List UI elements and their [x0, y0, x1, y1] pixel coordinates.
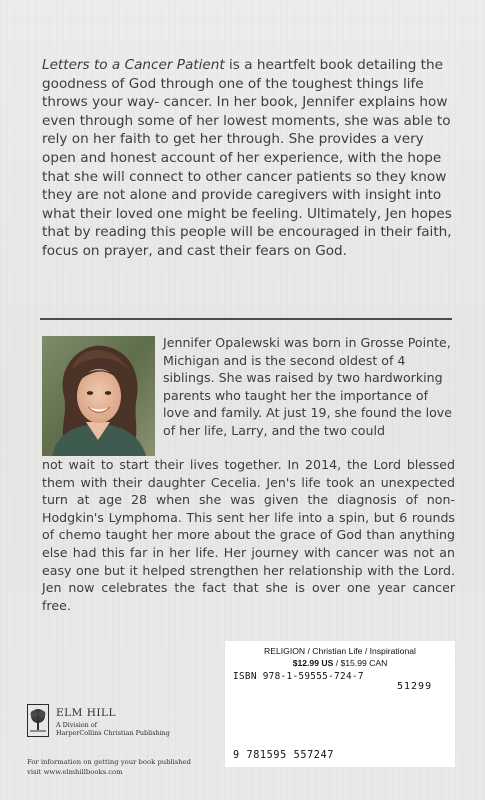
elm-hill-tree-logo — [27, 704, 49, 737]
isbn-barcode — [231, 682, 389, 748]
barcode-digits: 9 781595 557247 — [233, 750, 335, 761]
author-bio-intro: Jennifer Opalewski was born in Grosse Pointe, Michigan and is the second oldest of 4 siblings. She was raised by two hardworking parents who taught her the importance of love and family. At just 19, she found the love of her life, Larry, and the two could — [163, 335, 453, 438]
barcode-panel — [225, 641, 455, 767]
description-text: is a heartfelt book detailing the goodness of God through one of the toughest things life throws your way- cancer. In her book, Jennifer explains how even through some of her lowest moments, she was able to rely on her faith to get her through. She provides a very open and honest account of her experience, with the hope that she will connect to other cancer patients so they know they are not alone and provide caregivers with insight into what their loved one might be feeling. Ultimately, Jen hopes that by reading this people will be encouraged in their faith, focus on prayer, and cast their fears on God. — [42, 57, 452, 259]
isbn-text: ISBN 978-1-59555-724-7 — [233, 671, 364, 682]
publisher-division: A Division of — [56, 721, 97, 729]
bisac-category: RELIGION / Christian Life / Inspirational — [264, 646, 416, 656]
publishing-info-line: For information on getting your book published — [27, 758, 192, 766]
author-portrait-image — [42, 336, 155, 456]
price-us: $12.99 US — [292, 658, 334, 668]
price-addon-barcode — [393, 694, 447, 750]
author-photo — [42, 336, 155, 456]
book-description — [42, 56, 452, 261]
publisher-name: ELM HILL — [56, 707, 116, 719]
book-title: Letters to a Cancer Patient — [42, 57, 225, 73]
price-can: / $15.99 CAN — [333, 658, 388, 668]
publisher-parent: HarperCollins Christian Publishing — [56, 729, 170, 737]
section-divider — [40, 318, 452, 320]
price-line — [225, 658, 455, 668]
price-code: 51299 — [397, 681, 433, 692]
publishing-website: visit www.elmhillbooks.com — [27, 768, 123, 776]
author-bio-continued: not wait to start their lives together. In 2014, the Lord blessed them with their daughter Cecelia. Jen's life took an unexpected turn at age 28 when she was given the diagnosis of non-Hodgkin's Lymphoma. This sent her life into a spin, but 6 rounds of chemo taught her more about the grace of God than anything else had this far in her life. Her journey with cancer was not an easy one but it helped strengthen her relationship with the Lord. Jen now celebrates the fact that she is over one year cancer free. — [42, 457, 455, 613]
publisher-block — [27, 704, 217, 748]
